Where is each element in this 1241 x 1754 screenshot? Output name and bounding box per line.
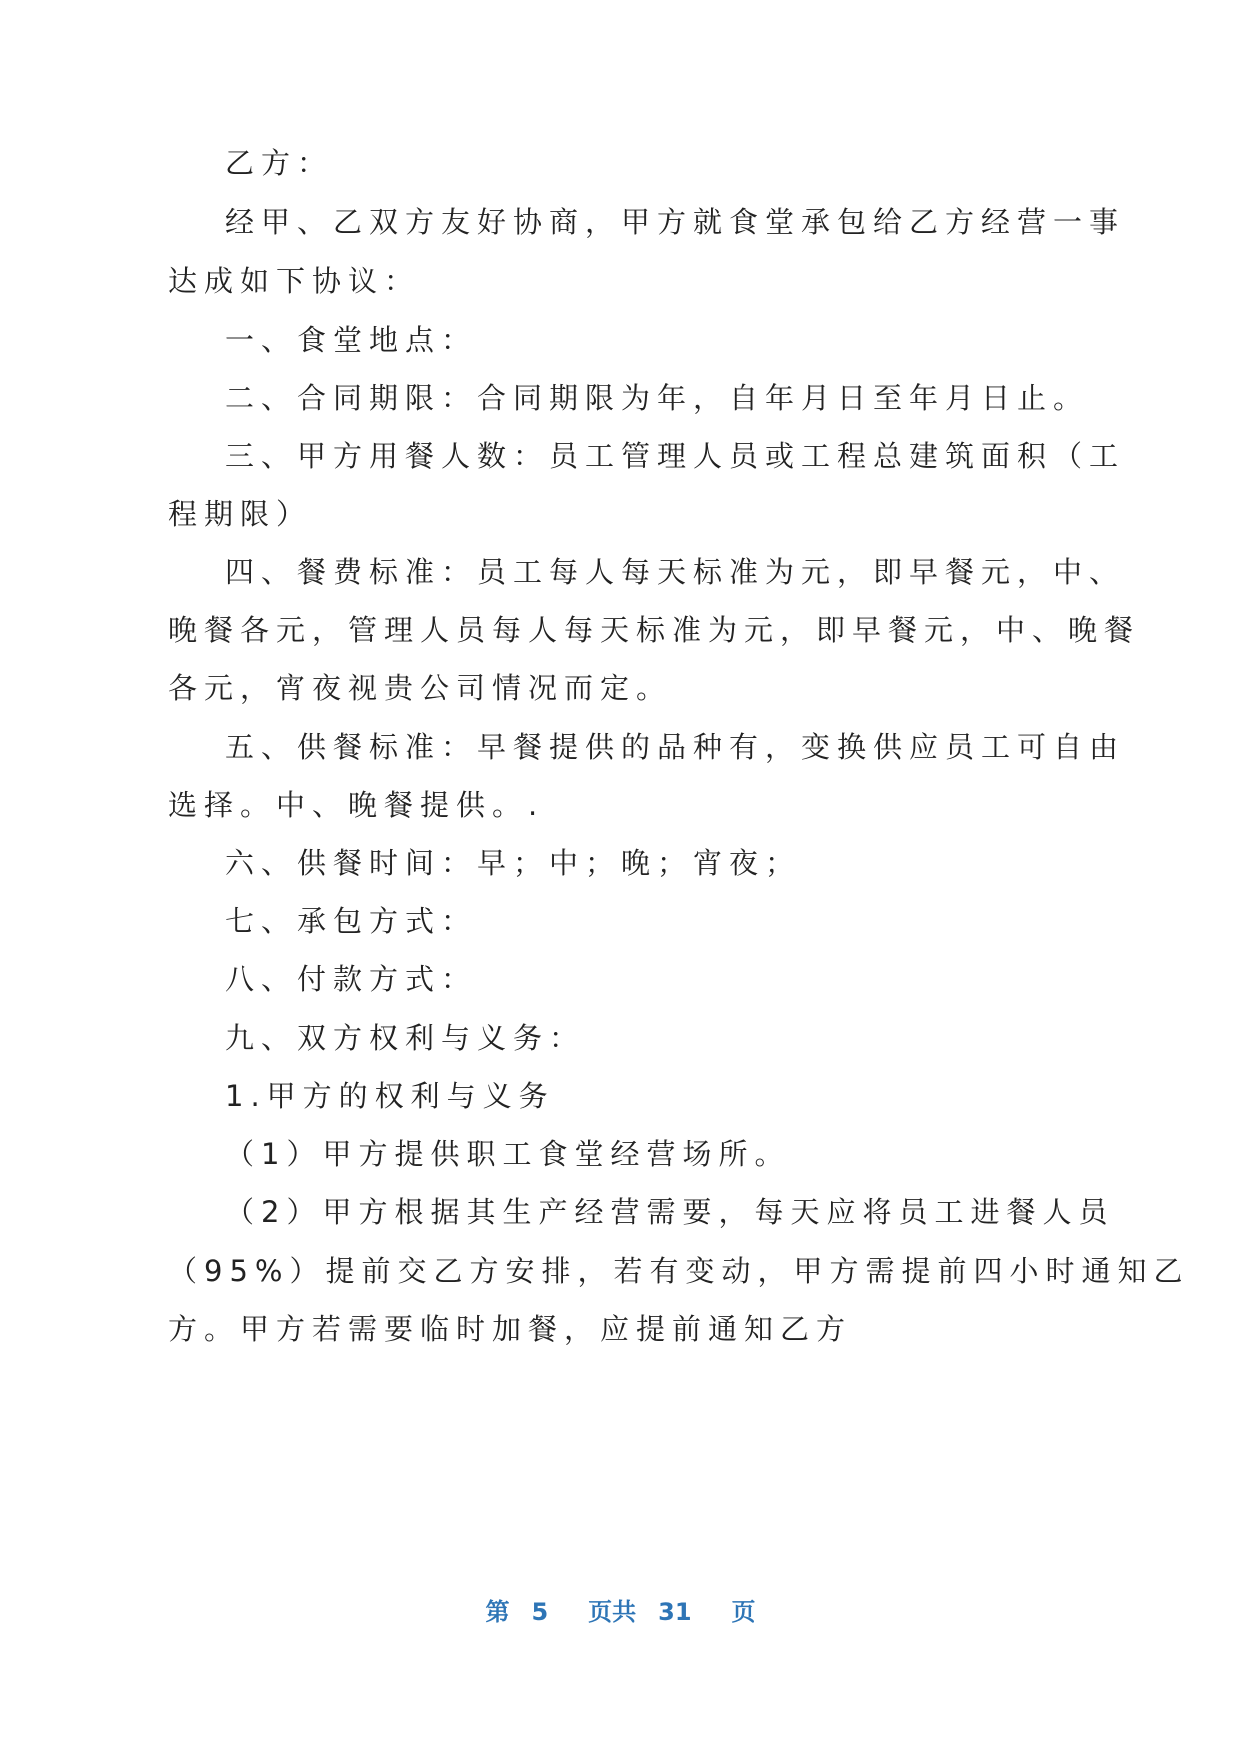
text-line: 经甲、乙双方友好协商，甲方就食堂承包给乙方经营一事 (225, 205, 1126, 239)
text-line: （1）甲方提供职工食堂经营场所。 (225, 1137, 791, 1171)
text-line: （95%）提前交乙方安排，若有变动，甲方需提前四小时通知乙 (168, 1254, 1190, 1288)
text-line: 乙方： (225, 146, 334, 180)
text-line: 方。甲方若需要临时加餐，应提前通知乙方 (168, 1312, 853, 1346)
text-line: 七、承包方式： (225, 904, 478, 938)
page-footer (0, 1596, 1241, 1628)
text-line: 九、双方权利与义务： (225, 1021, 586, 1055)
footer-total-pages: 31 (658, 1598, 692, 1626)
text-line: 一、食堂地点： (225, 323, 478, 357)
text-line: 六、供餐时间：早；中；晚；宵夜； (225, 846, 802, 880)
footer-suffix: 页 (731, 1598, 756, 1626)
footer-prefix: 第 (485, 1598, 510, 1626)
text-line: 二、合同期限：合同期限为年，自年月日至年月日止。 (225, 381, 1090, 415)
text-line: 五、供餐标准：早餐提供的品种有，变换供应员工可自由 (225, 730, 1126, 764)
footer-current-page: 5 (531, 1598, 549, 1626)
text-line: 程期限） (168, 497, 313, 531)
text-line: 1.甲方的权利与义务 (225, 1079, 555, 1113)
text-line: 达成如下协议： (168, 264, 421, 298)
footer-middle: 页共 (588, 1598, 637, 1626)
text-line: 八、付款方式： (225, 962, 478, 996)
text-line: 选择。中、晚餐提供。. (168, 788, 545, 822)
text-line: 晚餐各元，管理人员每人每天标准为元，即早餐元，中、晚餐 (168, 613, 1141, 647)
text-line: 三、甲方用餐人数：员工管理人员或工程总建筑面积（工 (225, 439, 1126, 473)
text-line: 各元，宵夜视贵公司情况而定。 (168, 671, 673, 705)
text-line: 四、餐费标准：员工每人每天标准为元，即早餐元，中、 (225, 555, 1126, 589)
text-line: （2）甲方根据其生产经营需要，每天应将员工进餐人员 (225, 1195, 1115, 1229)
